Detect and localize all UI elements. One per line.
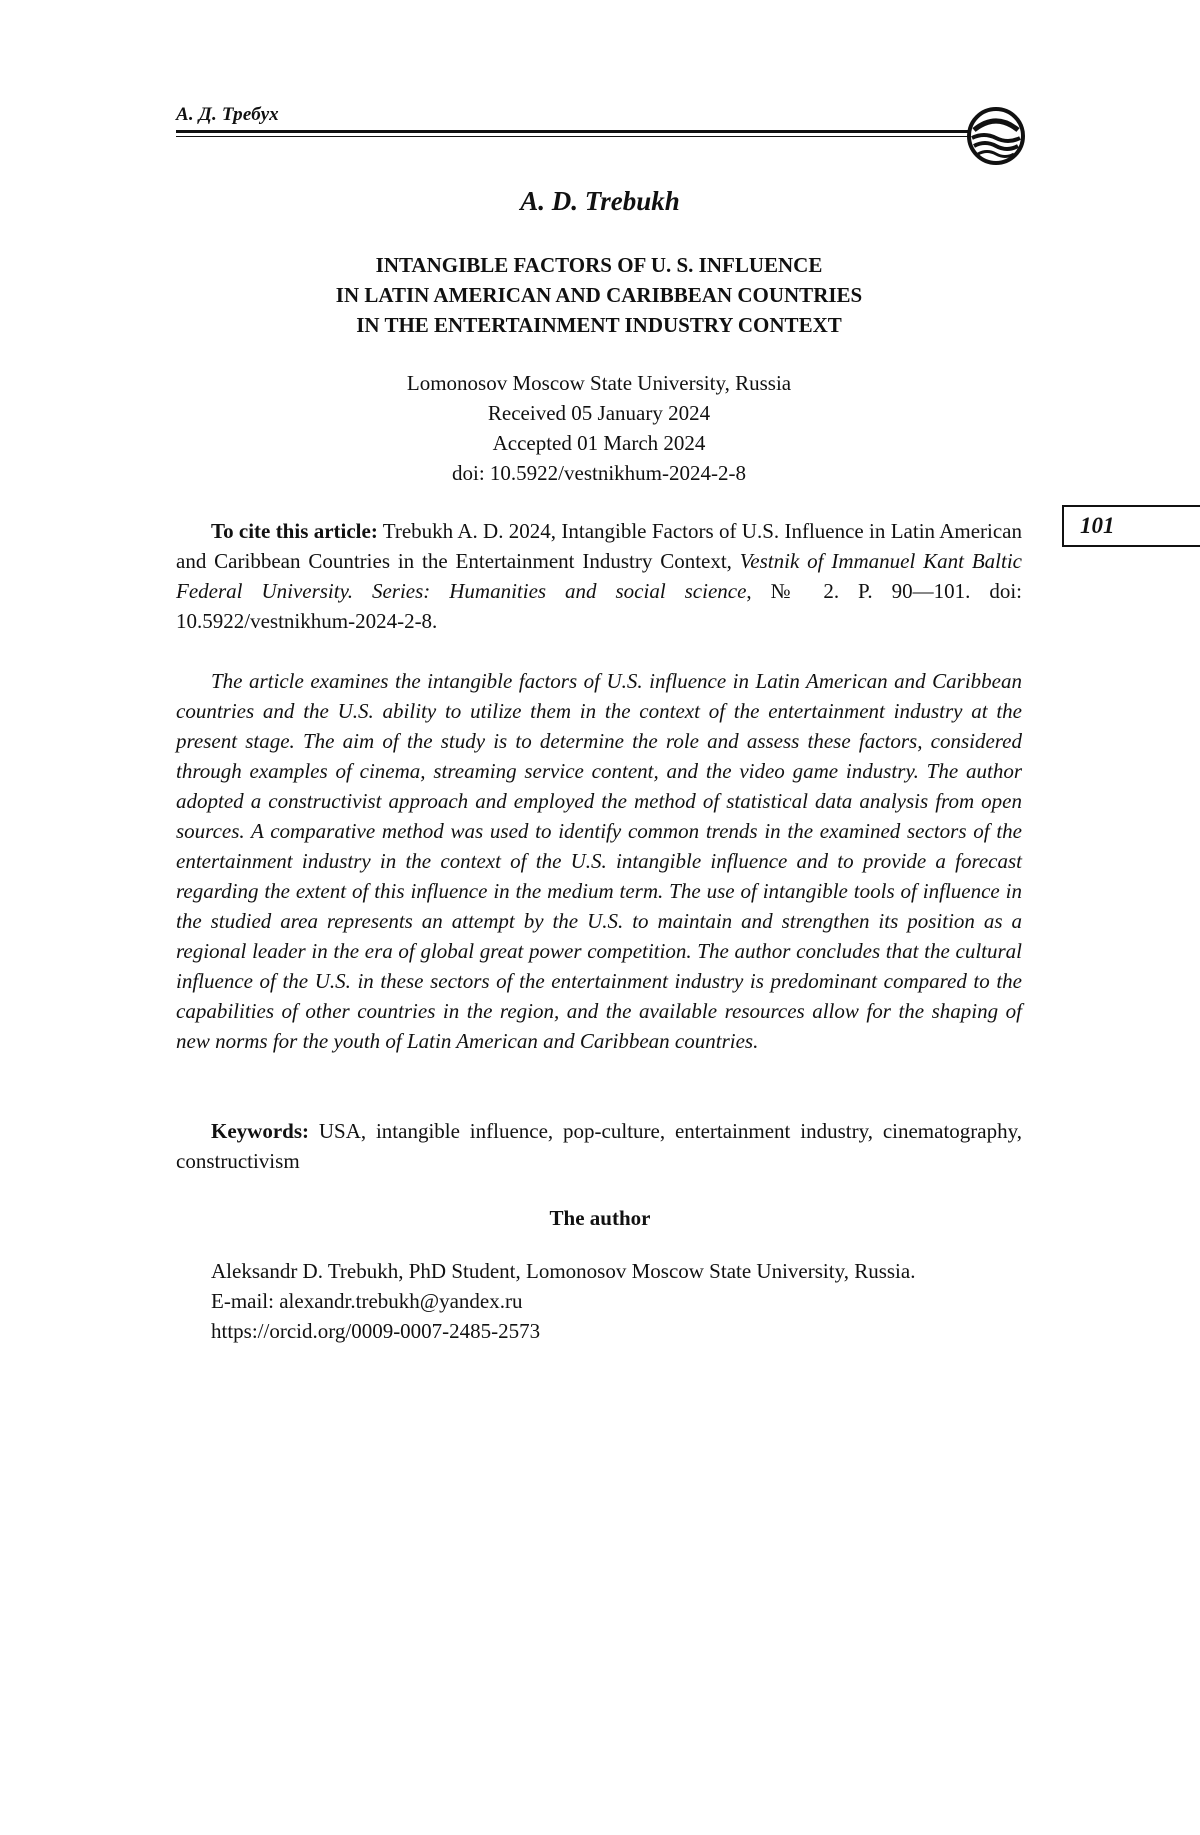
author-affiliation-line: Aleksandr D. Trebukh, PhD Student, Lomonosov Moscow State University, Russia. [211,1259,916,1283]
citation [176,516,1022,636]
doi: doi: 10.5922/vestnikhum-2024-2-8 [452,461,746,485]
author-orcid: https://orcid.org/0009-0007-2485-2573 [211,1319,541,1343]
citation-text: Trebukh A. D. 2024, Intangible Factors of U.S. Influence in Latin American and Caribbean Countries in the Entertainment Industry Context, [176,519,1022,573]
page-number: 101 [1080,513,1115,538]
keywords-text: USA, intangible influence, pop-culture, entertainment industry, cinematography, constructivism [176,1119,1022,1173]
article-title [176,250,1022,340]
keywords [176,1116,1022,1176]
page-number-box [1062,505,1200,547]
affiliation: Lomonosov Moscow State University, Russia [406,371,792,395]
title-line: IN THE ENTERTAINMENT INDUSTRY CONTEXT [356,313,842,337]
article-meta [176,368,1022,488]
accepted-date: Accepted 01 March 2024 [492,431,706,455]
header-rule-thick [176,130,970,133]
running-head: А. Д. Требух [176,104,279,125]
author-name: A. D. Trebukh [520,186,680,216]
author-section-heading: The author [549,1206,651,1230]
citation-label: To cite this article: [211,519,378,543]
title-line: INTANGIBLE FACTORS OF U. S. INFLUENCE [375,253,823,277]
title-line: IN LATIN AMERICAN AND CARIBBEAN COUNTRIES [335,283,863,307]
author-info [211,1256,1031,1346]
received-date: Received 05 January 2024 [487,401,711,425]
header-rule-thin [176,136,970,137]
keywords-label: Keywords: [211,1119,309,1143]
abstract: The article examines the intangible factors of U.S. influence in Latin American and Caribbean countries and the U.S. ability to utilize them in the context of the entertainment industry at the present stage. The aim of the study is to determine the role and assess these factors, considered through examples of cinema, streaming service content, and the video game industry. The author adopted a constructivist approach and employed the method of statistical data analysis from open sources. A comparative method was used to identify common trends in the examined sectors of the entertainment industry in the context of the U.S. intangible influence and to provide a forecast regarding the extent of this influence in the medium term. The use of intangible tools of influence in the studied area represents an attempt by the U.S. to maintain and strengthen its position as a regional leader in the era of global great power competition. The author concludes that the cultural influence of the U.S. in these sectors of the entertainment industry is predominant compared to the capabilities of other countries in the region, and the available resources allow for the shaping of new norms for the youth of Latin American and Caribbean countries. [176,669,1022,1053]
journal-logo-icon [966,106,1026,166]
author-email: E-mail: alexandr.trebukh@yandex.ru [211,1289,523,1313]
citation-journal: Vestnik of Immanuel Kant Baltic Federal University. Series: Humanities and social science [176,549,1022,603]
citation-pages: , № 2. P. 90—101. doi: 10.5922/vestnikhum-2024-2-8. [176,579,1023,633]
